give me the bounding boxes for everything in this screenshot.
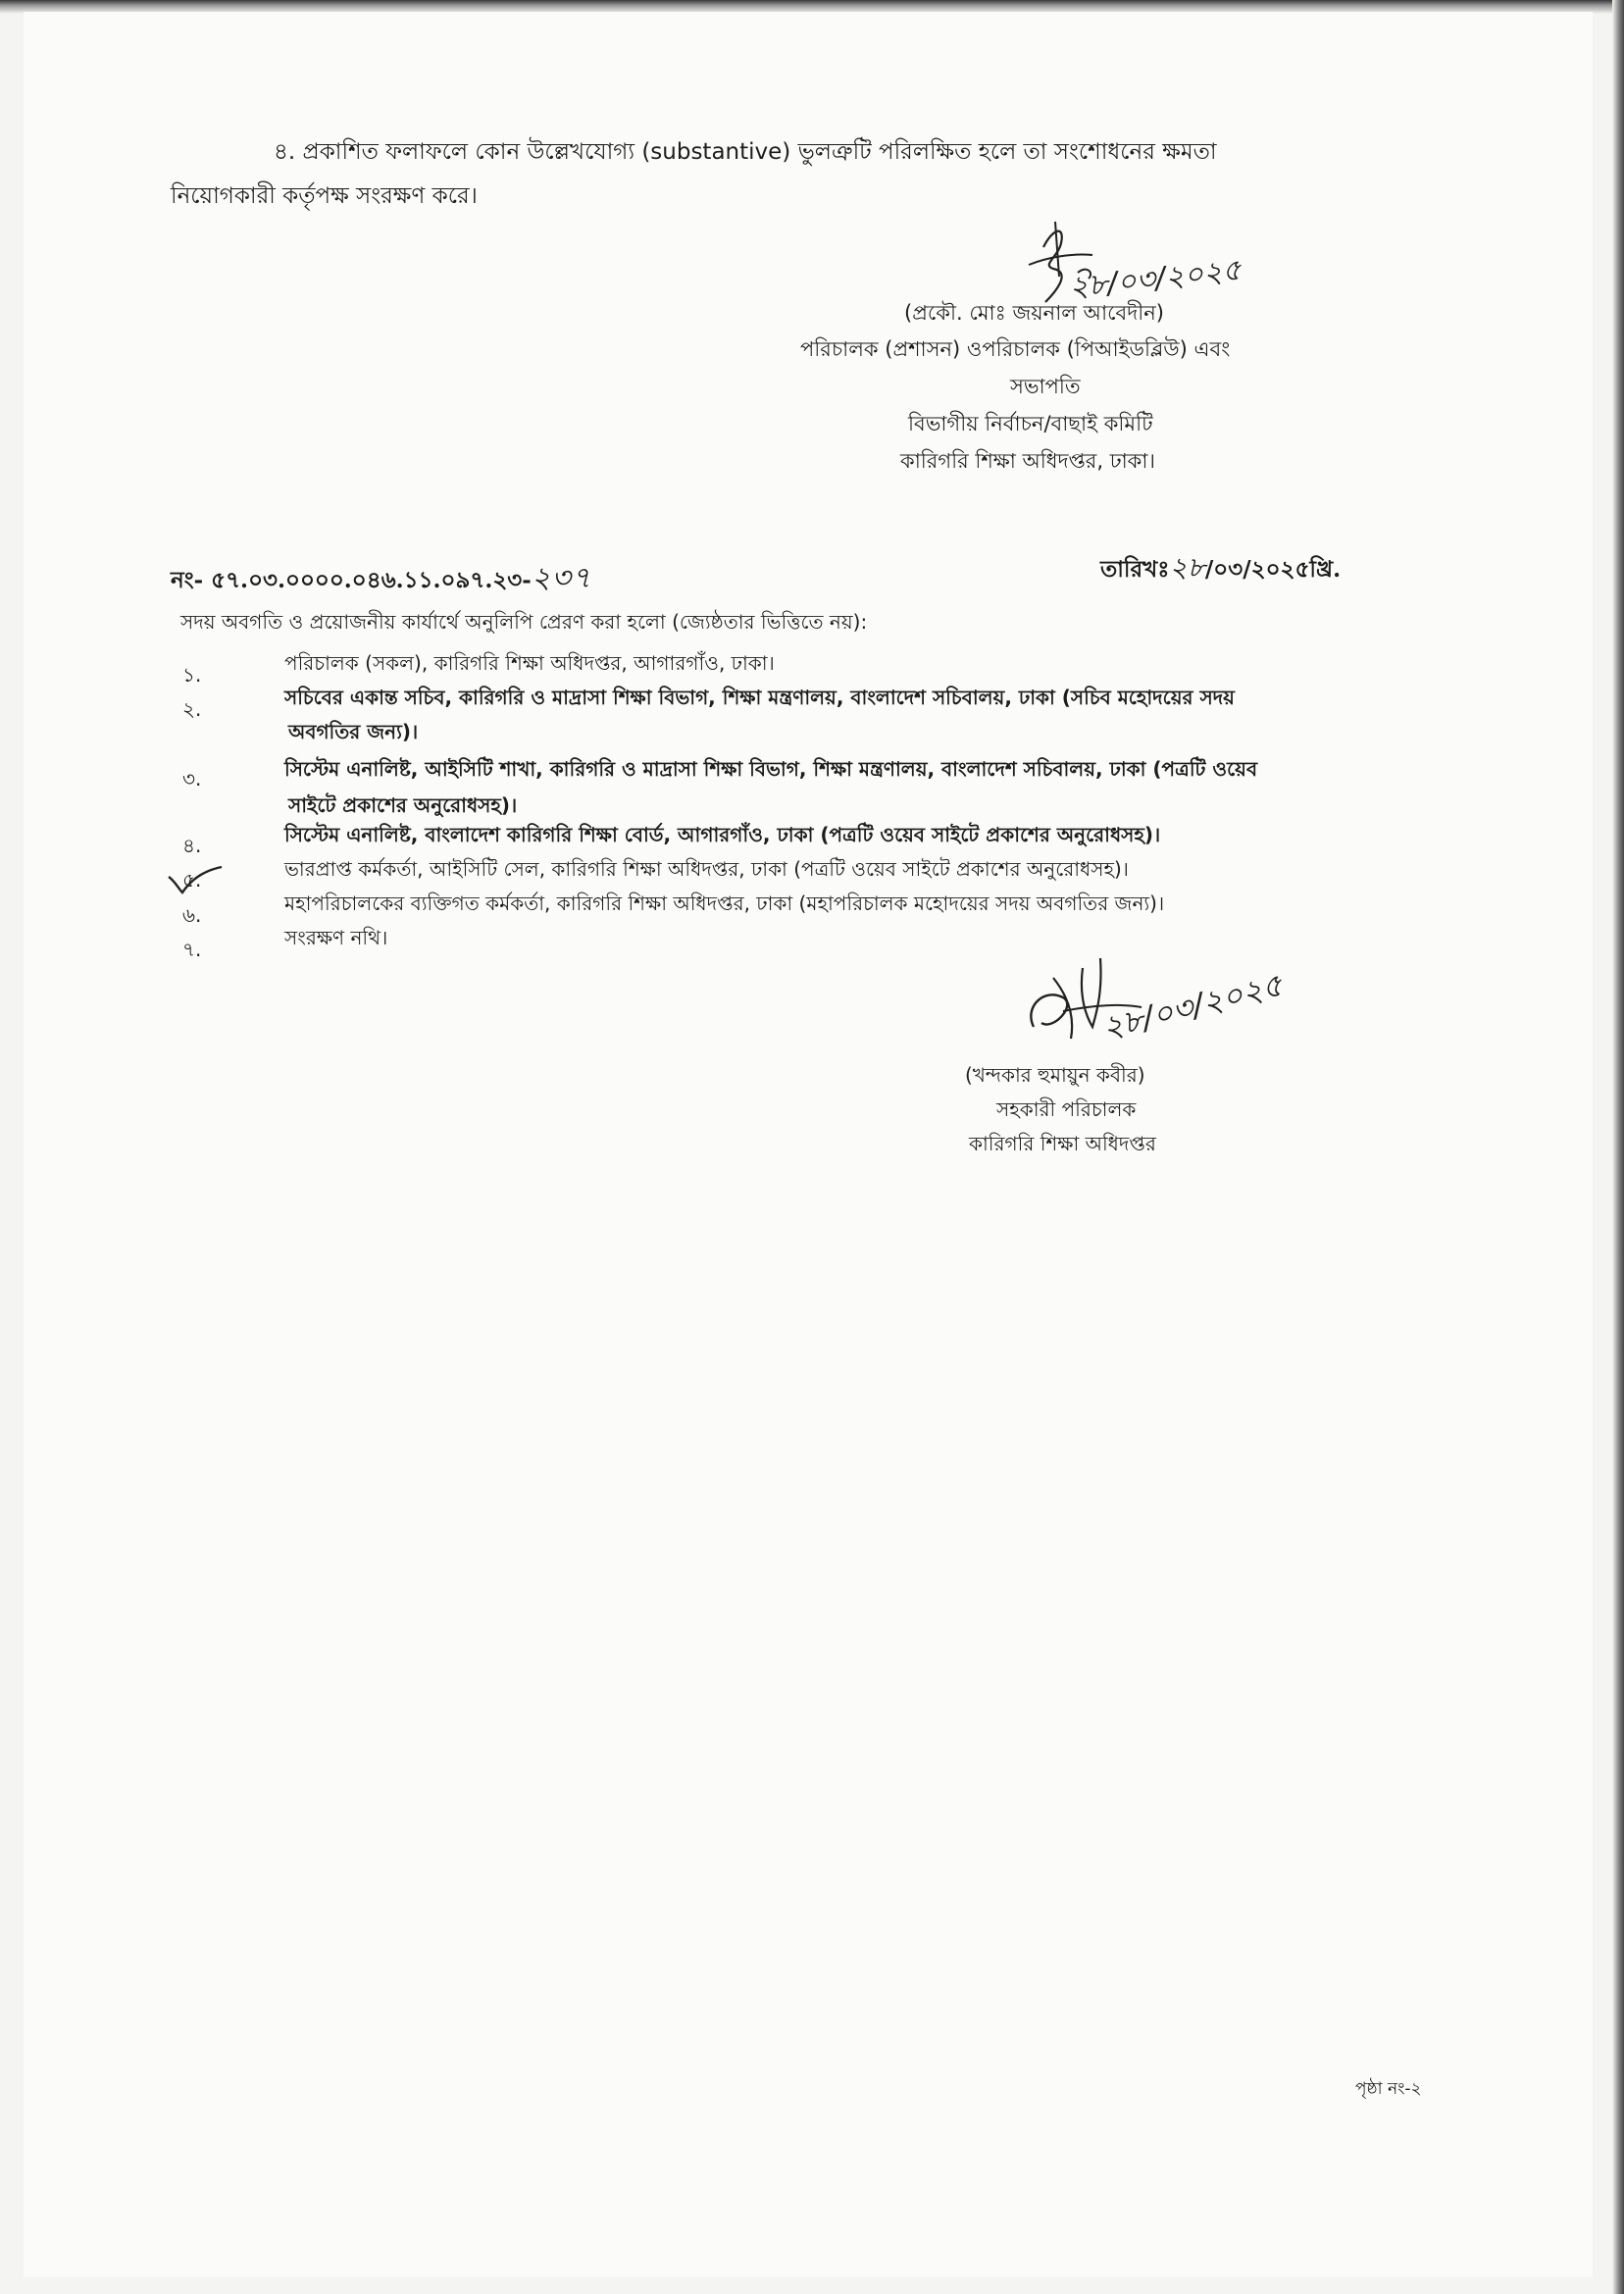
signatory-2-name: (খন্দকার হুমায়ুন কবীর): [965, 1063, 1145, 1087]
signature-1-date: ২৮/০৩/২০২৫: [1067, 252, 1243, 306]
tick-mark-icon: [167, 863, 226, 896]
signatory-1-name: (প্রকৌ. মোঃ জয়নাল আবেদীন): [904, 301, 1164, 325]
memo-date-label: তারিখঃ: [1100, 556, 1170, 583]
list-item-continuation: অবগতির জন্য)।: [288, 720, 419, 743]
list-item: সিস্টেম এনালিষ্ট, বাংলাদেশ কারিগরি শিক্ষা বোর্ড, আগারগাঁও, ঢাকা (পত্রটি ওয়েব সাইটে প্রকাশের অনুরোধসহ)।: [284, 823, 1161, 846]
list-item-number: ৬.: [182, 903, 202, 927]
list-item-number: ৫.: [182, 868, 202, 892]
signatory-1-office: কারিগরি শিক্ষা অধিদপ্তর, ঢাকা।: [900, 449, 1155, 473]
memo-reference-prefix: নং- ৫৭.০৩.০০০০.০৪৬.১১.০৯৭.২৩-: [171, 567, 532, 593]
list-item: সংরক্ষণ নথি।: [284, 926, 388, 949]
signature-2-date: ২৮/০৩/২০২৫: [1098, 965, 1287, 1047]
signatory-2-office: কারিগরি শিক্ষা অধিদপ্তর: [969, 1132, 1156, 1155]
paragraph-line-1: ৪. প্রকাশিত ফলাফলে কোন উল্লেখযোগ্য (substantive) ভুলত্রুটি পরিলক্ষিত হলে তা সংশোধনের ক্ষমতা: [274, 139, 1217, 165]
list-item-number: ১.: [182, 663, 202, 687]
memo-date-suffix: /০৩/২০২৫খ্রি.: [1204, 556, 1342, 583]
list-item: সচিবের একান্ত সচিব, কারিগরি ও মাদ্রাসা শিক্ষা বিভাগ, শিক্ষা মন্ত্রণালয়, বাংলাদেশ সচিবালয়, ঢাকা (সচিব মহোদয়ের সদয়: [284, 686, 1235, 709]
list-item-number: ৭.: [182, 938, 202, 961]
memo-reference-handwritten: ২৩৭: [531, 561, 592, 595]
memo-reference: [171, 561, 591, 596]
list-item: ভারপ্রাপ্ত কর্মকর্তা, আইসিটি সেল, কারিগরি শিক্ষা অধিদপ্তর, ঢাকা (পত্রটি ওয়েব সাইটে প্রকাশের অনুরোধসহ)।: [284, 857, 1129, 881]
signatory-1-role: সভাপতি: [1010, 375, 1081, 398]
memo-date-handwritten: ২৮: [1169, 551, 1205, 584]
page-number: পৃষ্ঠা নং-২: [1355, 2079, 1422, 2099]
list-item: সিস্টেম এনালিষ্ট, আইসিটি শাখা, কারিগরি ও মাদ্রাসা শিক্ষা বিভাগ, শিক্ষা মন্ত্রণালয়, বাংলাদেশ সচিবালয়, ঢাকা (পত্রটি ওয়েব: [284, 757, 1258, 781]
list-item-number: ৪.: [182, 834, 202, 857]
signatory-2-designation: সহকারী পরিচালক: [996, 1097, 1137, 1121]
list-item: মহাপরিচালকের ব্যক্তিগত কর্মকর্তা, কারিগরি শিক্ষা অধিদপ্তর, ঢাকা (মহাপরিচালক মহোদয়ের সদয় অবগতির জন্য)।: [284, 892, 1165, 915]
signatory-1-designation: পরিচালক (প্রশাসন) ওপরিচালক (পিআইডব্লিউ) এবং: [800, 337, 1231, 361]
document-page: [24, 12, 1593, 2277]
memo-date: [1100, 551, 1341, 585]
list-item-number: ৩.: [182, 767, 202, 790]
list-item-continuation: সাইটে প্রকাশের অনুরোধসহ)।: [288, 793, 518, 817]
distribution-intro: সদয় অবগতি ও প্রয়োজনীয় কার্যার্থে অনুলিপি প্রেরণ করা হলো (জ্যেষ্ঠতার ভিত্তিতে নয়):: [180, 610, 868, 634]
list-item-number: ২.: [182, 697, 202, 721]
paragraph-line-2: নিয়োগকারী কর্তৃপক্ষ সংরক্ষণ করে।: [171, 183, 478, 209]
scan-edge-right: [1612, 0, 1624, 2294]
signatory-1-committee: বিভাগীয় নির্বাচন/বাছাই কমিটি: [908, 412, 1153, 435]
list-item: পরিচালক (সকল), কারিগরি শিক্ষা অধিদপ্তর, আগারগাঁও, ঢাকা।: [284, 651, 775, 675]
